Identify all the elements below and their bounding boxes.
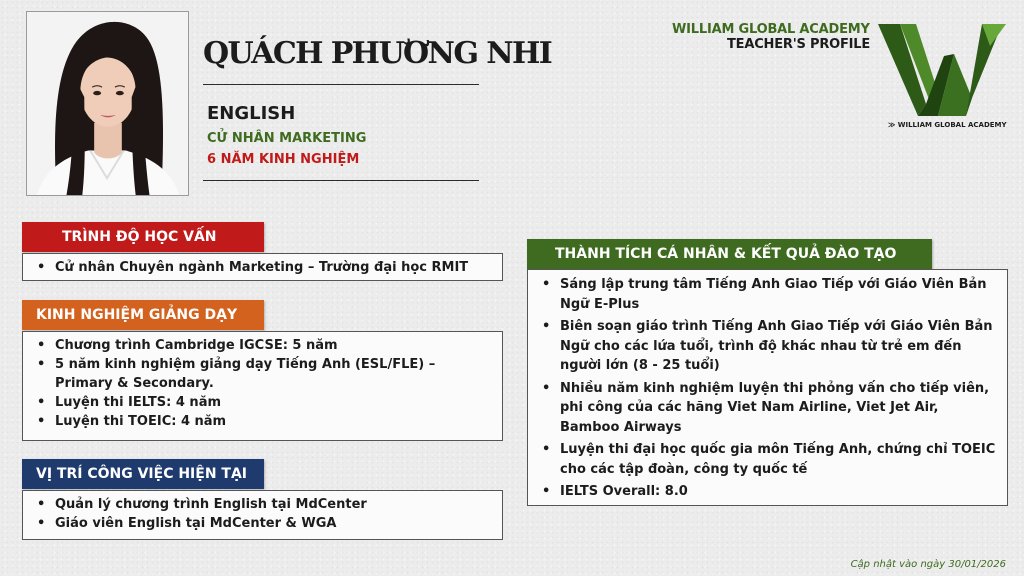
logo-caption: ≫ WILLIAM GLOBAL ACADEMY <box>888 121 1007 129</box>
list-item: • Quản lý chương trình English tại MdCenter <box>33 495 492 514</box>
list-item: • Giáo viên English tại MdCenter & WGA <box>33 514 492 533</box>
list-item: • Luyện thi đại học quốc gia môn Tiếng Anh, chứng chỉ TOEIC cho các tập đoàn, công ty quốc tế <box>538 440 997 479</box>
teacher-subject: ENGLISH <box>207 103 296 124</box>
credentials-divider <box>203 180 479 181</box>
teacher-photo <box>26 11 189 196</box>
current-position-header: VỊ TRÍ CÔNG VIỆC HIỆN TẠI <box>22 459 264 489</box>
list-item: • Cử nhân Chuyên ngành Marketing – Trường đại học RMIT <box>33 258 492 277</box>
achievements-list <box>538 275 997 502</box>
portrait-image <box>27 12 188 195</box>
teacher-experience: 6 NĂM KINH NGHIỆM <box>207 152 360 167</box>
education-header: TRÌNH ĐỘ HỌC VẤN <box>22 222 264 252</box>
position-list <box>33 495 492 533</box>
teaching-list <box>33 336 492 431</box>
education-list <box>33 258 492 277</box>
teaching-experience-header: KINH NGHIỆM GIẢNG DẠY <box>22 300 264 330</box>
list-item: • Nhiều năm kinh nghiệm luyện thi phỏng vấn cho tiếp viên, phi công của các hãng Viet Nam Airline, Viet Jet Air, Bamboo Airways <box>538 379 997 438</box>
academy-logo <box>878 20 1006 120</box>
academy-name: WILLIAM GLOBAL ACADEMY <box>672 22 870 37</box>
list-item: • Biên soạn giáo trình Tiếng Anh Giao Tiếp với Giáo Viên Bản Ngữ cho các lứa tuổi, trình độ khác nhau từ trẻ em đến người lớn (8 - 25 tuổi) <box>538 317 997 376</box>
list-item: • Luyện thi IELTS: 4 năm <box>33 393 492 412</box>
education-box <box>22 253 503 281</box>
achievements-header: THÀNH TÍCH CÁ NHÂN & KẾT QUẢ ĐÀO TẠO <box>527 239 932 269</box>
teaching-experience-box <box>22 331 503 441</box>
list-item: • Sáng lập trung tâm Tiếng Anh Giao Tiếp với Giáo Viên Bản Ngữ E-Plus <box>538 275 997 314</box>
current-position-box <box>22 490 503 540</box>
list-item: • IELTS Overall: 8.0 <box>538 482 997 502</box>
teacher-degree: CỬ NHÂN MARKETING <box>207 131 367 146</box>
name-divider <box>203 84 479 85</box>
list-item: • Luyện thi TOEIC: 4 năm <box>33 412 492 431</box>
list-item: • Chương trình Cambridge IGCSE: 5 năm <box>33 336 492 355</box>
updated-date: Cập nhật vào ngày 30/01/2026 <box>850 559 1006 570</box>
list-item: • 5 năm kinh nghiệm giảng dạy Tiếng Anh (ESL/FLE) – Primary & Secondary. <box>33 355 492 393</box>
teacher-name: QUÁCH PHƯƠNG NHI <box>203 36 552 71</box>
profile-label: TEACHER'S PROFILE <box>727 37 871 52</box>
achievements-box <box>527 269 1008 506</box>
